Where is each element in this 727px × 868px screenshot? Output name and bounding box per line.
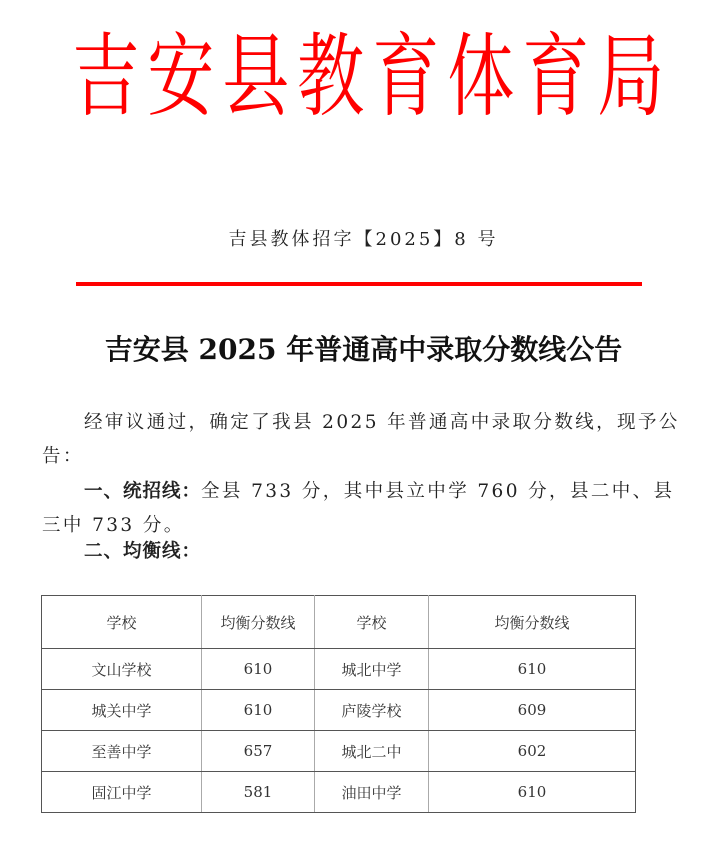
table-row	[42, 690, 636, 731]
section-balanced-line	[42, 535, 682, 569]
intro-paragraph	[42, 406, 682, 474]
school-cell: 城北中学	[315, 649, 429, 690]
masthead-char: 体	[446, 24, 514, 130]
school-cell: 油田中学	[315, 772, 429, 813]
school-cell: 城关中学	[42, 690, 202, 731]
masthead-char: 育	[371, 24, 439, 130]
masthead-char: 局	[596, 24, 664, 130]
masthead-char: 育	[521, 24, 589, 130]
masthead-char: 吉	[71, 24, 139, 130]
school-cell: 文山学校	[42, 649, 202, 690]
score-cell: 657	[202, 731, 315, 772]
intro-text: 经审议通过，确定了我县 2025 年普通高中录取分数线，现予公告：	[42, 412, 680, 467]
school-cell: 城北二中	[315, 731, 429, 772]
masthead-char: 教	[296, 24, 364, 130]
score-cell: 610	[202, 690, 315, 731]
document-title: 吉安县 2025 年普通高中录取分数线公告	[104, 333, 623, 366]
school-cell: 固江中学	[42, 772, 202, 813]
score-cell: 610	[429, 649, 636, 690]
column-header-score: 均衡分数线	[429, 596, 636, 649]
score-cell: 610	[429, 772, 636, 813]
table-row	[42, 649, 636, 690]
section-2-heading: 二、均衡线：	[84, 541, 202, 562]
score-cell: 609	[429, 690, 636, 731]
school-cell: 至善中学	[42, 731, 202, 772]
section-1-heading: 一、统招线：	[84, 481, 202, 502]
school-cell: 庐陵学校	[315, 690, 429, 731]
score-cell: 581	[202, 772, 315, 813]
table-header-row	[42, 596, 636, 649]
table-row	[42, 772, 636, 813]
score-cell: 602	[429, 731, 636, 772]
balanced-score-table	[41, 595, 636, 813]
issuing-authority-masthead	[0, 22, 727, 132]
document-number: 吉县教体招字【2025】8 号	[228, 229, 499, 250]
red-divider-rule	[76, 282, 642, 286]
score-cell: 610	[202, 649, 315, 690]
masthead-char: 县	[221, 24, 289, 130]
section-1-text: 全县 733 分，其中县立中学 760 分，县二中、县三中 733 分。	[42, 481, 675, 536]
column-header-school: 学校	[315, 596, 429, 649]
table-row	[42, 731, 636, 772]
masthead-char: 安	[146, 24, 214, 130]
section-unified-line	[42, 475, 682, 543]
column-header-school: 学校	[42, 596, 202, 649]
column-header-score: 均衡分数线	[202, 596, 315, 649]
